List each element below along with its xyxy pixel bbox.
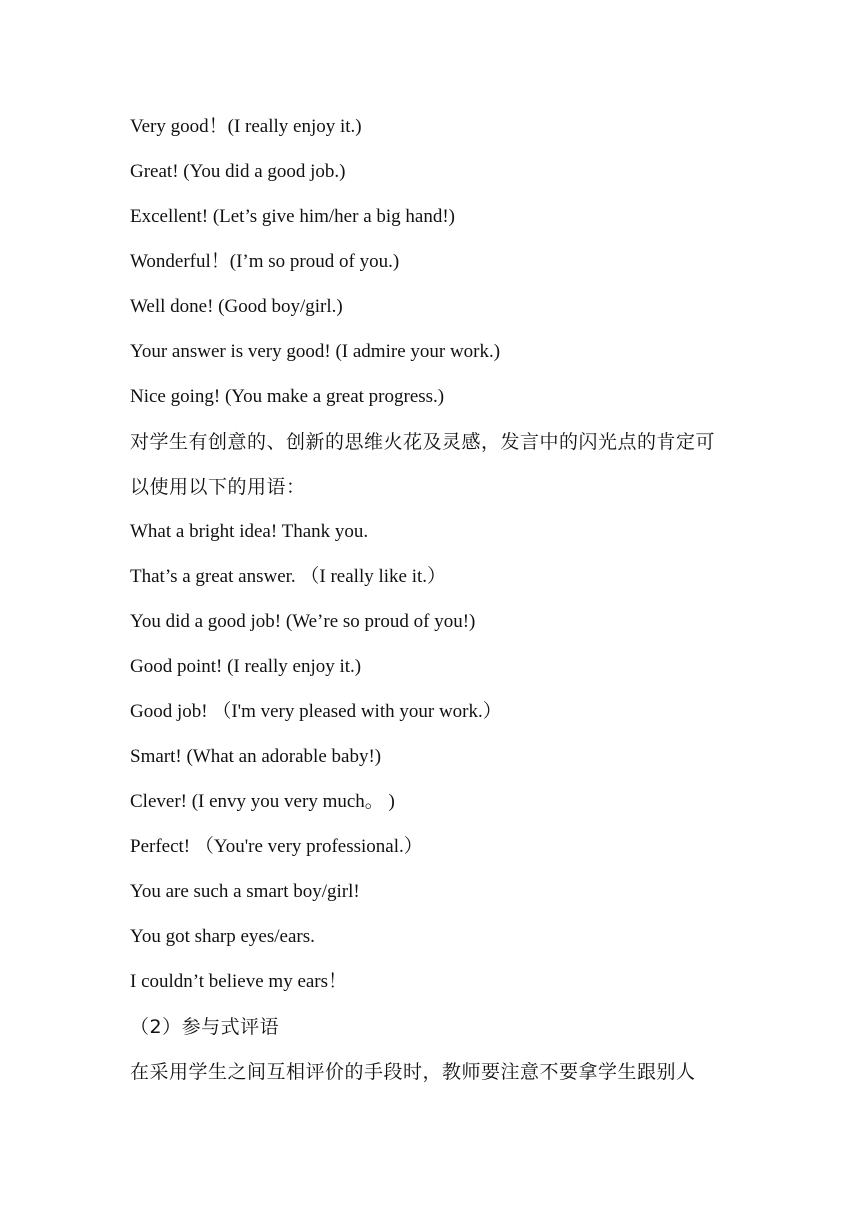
paragraph-line: 以使用以下的用语： bbox=[130, 476, 306, 498]
document-body bbox=[130, 112, 740, 1102]
text-line: You are such a smart boy/girl! bbox=[130, 881, 360, 902]
text-line: Wonderful！(I’m so proud of you.) bbox=[130, 251, 400, 272]
text-line: Clever! (I envy you very much。 ) bbox=[130, 791, 395, 812]
text-line: Excellent! (Let’s give him/her a big hand!) bbox=[130, 206, 455, 227]
text-line: Very good！(I really enjoy it.) bbox=[130, 116, 362, 137]
text-line: Great! (You did a good job.) bbox=[130, 161, 346, 182]
text-line: You did a good job! (We’re so proud of you!) bbox=[130, 611, 476, 632]
text-line: Smart! (What an adorable baby!) bbox=[130, 746, 382, 767]
section-heading: （2）参与式评语 bbox=[130, 1016, 280, 1038]
paragraph-line: 对学生有创意的、创新的思维火花及灵感，发言中的闪光点的肯定可 bbox=[130, 431, 716, 453]
text-line: Your answer is very good! (I admire your work.) bbox=[130, 341, 501, 362]
text-line: I couldn’t believe my ears！ bbox=[130, 971, 348, 992]
text-line: Well done! (Good boy/girl.) bbox=[130, 296, 343, 317]
text-line: That’s a great answer. （I really like it.） bbox=[130, 566, 447, 587]
text-line: Perfect! （You're very professional.） bbox=[130, 836, 423, 857]
text-line: What a bright idea! Thank you. bbox=[130, 521, 369, 542]
text-line: You got sharp eyes/ears. bbox=[130, 926, 315, 947]
text-line: Good job! （I'm very pleased with your work.） bbox=[130, 701, 502, 722]
paragraph-line: 在采用学生之间互相评价的手段时，教师要注意不要拿学生跟别人 bbox=[130, 1061, 696, 1083]
text-line: Nice going! (You make a great progress.) bbox=[130, 386, 445, 407]
text-line: Good point! (I really enjoy it.) bbox=[130, 656, 362, 677]
